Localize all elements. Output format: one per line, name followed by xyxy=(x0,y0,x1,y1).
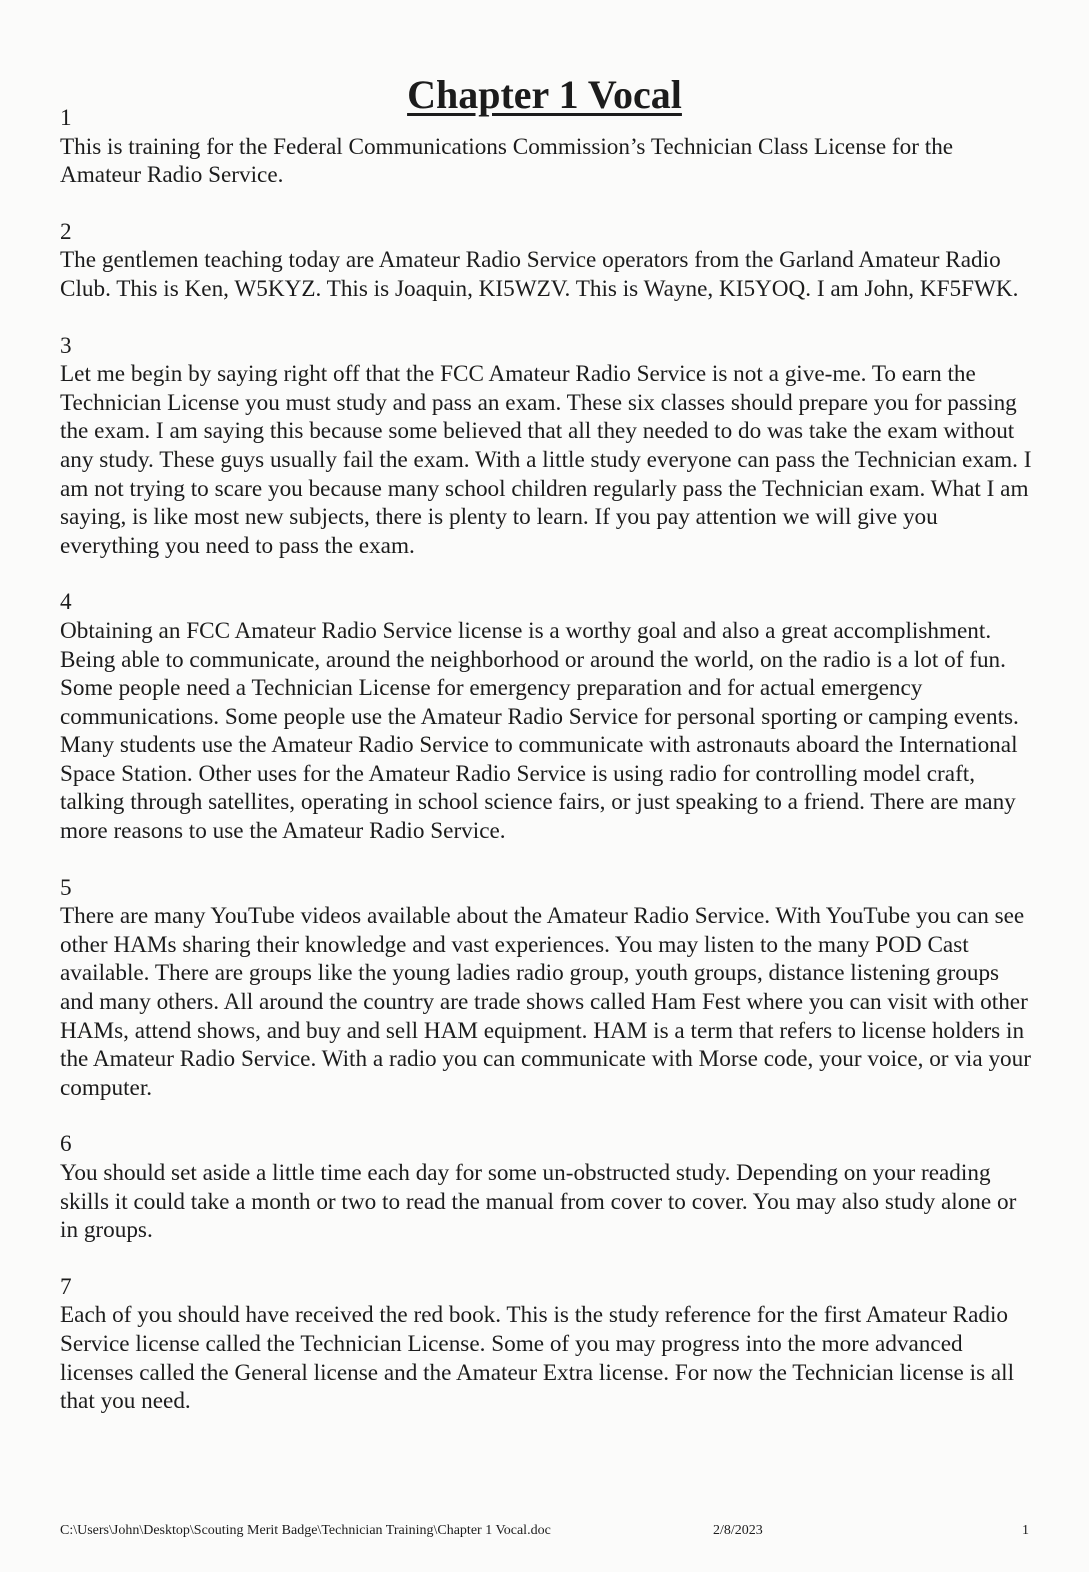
section-6 xyxy=(60,1130,1035,1244)
section-7 xyxy=(60,1273,1035,1416)
section-text: You should set aside a little time each day for some un-obstructed study. Depending on your reading skills it could take a month or two to read the manual from cover to cover. You may also study alone or in groups. xyxy=(60,1160,1017,1244)
footer-file-path: C:\Users\John\Desktop\Scouting Merit Badge\Technician Training\Chapter 1 Vocal.doc xyxy=(60,1523,551,1538)
section-text: Let me begin by saying right off that the FCC Amateur Radio Service is not a give-me. To earn the Technician License you must study and pass an exam. These six classes should prepare you for passing the exam. I am saying this because some believed that all they needed to do was take the exam without any study. These guys usually fail the exam. With a little study everyone can pass the Technician exam. I am not trying to scare you because many school children regularly pass the Technician exam. What I am saying, is like most new subjects, there is plenty to learn. If you pay attention we will give you everything you need to pass the exam. xyxy=(60,361,1032,559)
footer-page-number: 1 xyxy=(1022,1523,1029,1538)
section-1 xyxy=(60,104,1035,190)
footer-date: 2/8/2023 xyxy=(713,1523,763,1538)
section-5 xyxy=(60,874,1035,1103)
section-3 xyxy=(60,332,1035,561)
section-number: 2 xyxy=(60,218,72,245)
section-number: 3 xyxy=(60,332,72,359)
page-footer xyxy=(60,1521,1035,1541)
section-number: 1 xyxy=(60,105,72,131)
section-4 xyxy=(60,588,1035,845)
section-number: 4 xyxy=(60,589,72,616)
section-text: Each of you should have received the red book. This is the study reference for the first Amateur Radio Service license called the Technician License. Some of you may progress into the more advanced licenses called the General license and the Amateur Extra license. For now the Technician license is all that you need. xyxy=(60,1302,1015,1415)
section-text: This is training for the Federal Communications Commission’s Technician Class License for the Amateur Radio Service. xyxy=(60,133,954,189)
page-title: Chapter 1 Vocal xyxy=(407,71,682,117)
section-text: Obtaining an FCC Amateur Radio Service license is a worthy goal and also a great accomplishment. Being able to communicate, around the neighborhood or around the world, on the radio is a lot of fun. Some people need a Technician License for emergency preparation and for actual emergency communications. Some people use the Amateur Radio Service for personal sporting or camping events. Many students use the Amateur Radio Service to communicate with astronauts aboard the International Space Station. Other uses for the Amateur Radio Service is using radio for controlling model craft, talking through satellites, operating in school science fairs, or just speaking to a friend. There are many more reasons to use the Amateur Radio Service. xyxy=(60,617,1019,845)
section-2 xyxy=(60,218,1035,304)
section-number: 6 xyxy=(60,1131,72,1158)
document-body xyxy=(60,104,1035,1444)
section-number: 7 xyxy=(60,1273,72,1300)
section-number: 5 xyxy=(60,874,72,901)
section-text: The gentlemen teaching today are Amateur Radio Service operators from the Garland Amateur Radio Club. This is Ken, W5KYZ. This is Joaquin, KI5WZV. This is Wayne, KI5YOQ. I am John, KF5FWK. xyxy=(60,247,1019,302)
section-text: There are many YouTube videos available about the Amateur Radio Service. With YouTube you can see other HAMs sharing their knowledge and vast experiences. You may listen to the many POD Cast available. There are groups like the young ladies radio group, youth groups, distance listening groups and many others. All around the country are trade shows called Ham Fest where you can visit with other HAMs, attend shows, and buy and sell HAM equipment. HAM is a term that refers to license holders in the Amateur Radio Service. With a radio you can communicate with Morse code, your voice, or via your computer. xyxy=(60,903,1031,1101)
